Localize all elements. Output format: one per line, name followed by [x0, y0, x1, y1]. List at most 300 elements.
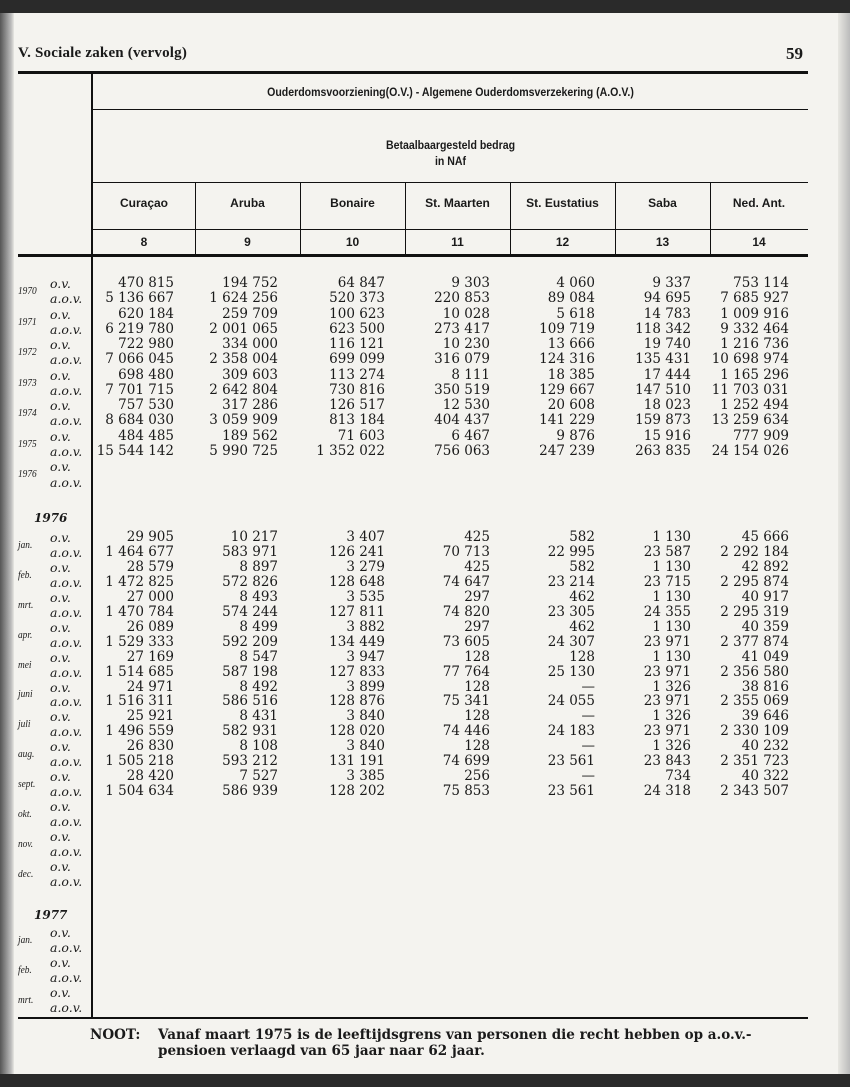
table-cell: 74 699 [442, 753, 490, 770]
table-cell: 462 [569, 618, 595, 635]
column-divider [615, 183, 616, 254]
row-type-label: a.o.v. [50, 443, 83, 459]
table-cell: 1 326 [652, 738, 691, 755]
header-bottom-thick-rule [18, 254, 808, 257]
row-group-label: nov. [18, 837, 34, 850]
row-group-label: jan. [18, 934, 33, 946]
table-cell: 8 492 [239, 678, 278, 695]
table-cell: 77 764 [442, 663, 490, 680]
table-cell: 698 480 [118, 366, 174, 383]
table-cell: 2 351 723 [720, 753, 789, 770]
column-header-label: Ned. Ant. [732, 196, 786, 210]
table-cell: 256 [464, 768, 490, 785]
table-cell: 3 535 [346, 588, 385, 605]
row-group-label: mrt. [18, 994, 34, 1006]
table-left-border [91, 74, 93, 1018]
table-cell: 470 815 [118, 275, 174, 291]
row-type-label: o.v. [50, 925, 71, 940]
table-cell: 3 407 [346, 529, 385, 545]
row-type-label: o.v. [50, 739, 71, 755]
table-cell: 425 [464, 558, 490, 575]
table-cell: 24 055 [547, 693, 595, 710]
column-divider [195, 183, 196, 254]
table-cell: 582 [569, 529, 595, 545]
table-cell: 11 703 031 [711, 381, 789, 398]
row-type-label: o.v. [50, 398, 71, 414]
table-cell: 583 971 [222, 543, 278, 560]
table-cell: 8 108 [239, 738, 278, 755]
table-cell: 7 066 045 [105, 351, 174, 368]
table-cell: 75 341 [442, 693, 490, 710]
column-divider [710, 183, 711, 254]
table-cell: 1 505 218 [105, 753, 174, 770]
table-cell: 3 899 [346, 678, 385, 695]
table-cell: 9 876 [556, 427, 595, 444]
row-type-label: a.o.v. [50, 413, 83, 429]
table-cell: 141 229 [539, 412, 595, 429]
table-cell: 189 562 [222, 427, 278, 444]
row-type-label: a.o.v. [50, 544, 83, 560]
table-subtitle-line1: Betaalbaargesteld bedrag [385, 138, 516, 152]
table-cell: 128 [464, 738, 490, 755]
row-type-label: a.o.v. [50, 814, 83, 830]
table-cell: 9 332 464 [720, 320, 789, 337]
note-line1: Vanaf maart 1975 is de leeftijdsgrens van personen die recht hebben op a.o.v.- [158, 1027, 752, 1043]
column-header-label: Saba [648, 196, 677, 210]
row-type-label: a.o.v. [50, 843, 83, 859]
table-cell: 425 [464, 529, 490, 545]
row-group-label: juli [18, 718, 31, 731]
title-rule [93, 109, 808, 110]
row-type-label: a.o.v. [50, 754, 83, 770]
table-cell: 1 514 685 [105, 663, 174, 680]
table-cell: 350 519 [434, 381, 490, 398]
column-number: 11 [451, 235, 464, 249]
table-cell: 75 853 [442, 783, 490, 800]
table-cell: 730 816 [329, 381, 385, 398]
table-cell: 273 417 [434, 320, 490, 337]
table-cell: 74 446 [442, 723, 490, 740]
table-cell: 23 587 [643, 543, 691, 560]
table-cell: 41 049 [741, 648, 789, 665]
table-cell: 147 510 [635, 381, 691, 398]
table-cell: 3 947 [346, 648, 385, 665]
table-cell: 1 352 022 [316, 442, 385, 459]
table-cell: — [581, 678, 595, 695]
table-cell: 26 830 [126, 738, 174, 755]
table-cell: 462 [569, 588, 595, 605]
table-cell: 194 752 [222, 275, 278, 291]
row-group-label: aug. [18, 748, 35, 761]
table-cell: 20 608 [547, 397, 595, 414]
table-cell: 12 530 [442, 397, 490, 414]
table-cell: 23 561 [547, 753, 595, 770]
row-type-label: a.o.v. [50, 873, 83, 889]
row-group-label: 1974 [18, 407, 37, 420]
note-label: NOOT: [90, 1027, 141, 1043]
table-cell: 126 517 [329, 397, 385, 414]
table-cell: 74 820 [442, 603, 490, 620]
table-cell: 247 239 [539, 442, 595, 459]
table-cell: 22 995 [547, 543, 595, 560]
table-cell: 2 377 874 [720, 633, 789, 650]
table-cell: 7 701 715 [105, 381, 174, 398]
column-number: 9 [244, 235, 251, 249]
table-cell: 40 917 [741, 588, 789, 605]
table-cell: 1 516 311 [105, 693, 174, 710]
column-header-label: St. Maarten [425, 196, 490, 210]
table-cell: 2 001 065 [209, 320, 278, 337]
table-cell: 9 337 [652, 275, 691, 291]
page-binding-shadow [0, 13, 14, 1074]
table-cell: 2 295 874 [720, 573, 789, 590]
table-cell: 6 219 780 [105, 320, 174, 337]
row-type-label: o.v. [50, 799, 71, 815]
table-subtitle-line2: in NAf [434, 154, 467, 168]
row-type-label: o.v. [50, 530, 71, 545]
page-number: 59 [786, 44, 803, 63]
table-cell: 42 892 [741, 558, 789, 575]
table-cell: 574 244 [222, 603, 278, 620]
column-divider [405, 183, 406, 254]
column-header-rule [93, 229, 808, 230]
row-type-label: o.v. [50, 985, 71, 1000]
row-group-label: 1970 [18, 285, 37, 298]
table-cell: 317 286 [222, 397, 278, 414]
row-type-label: a.o.v. [50, 382, 83, 398]
row-type-label: o.v. [50, 619, 71, 635]
table-cell: 15 916 [643, 427, 691, 444]
row-type-label: a.o.v. [50, 352, 83, 368]
table-cell: 128 020 [329, 723, 385, 740]
table-cell: 74 647 [442, 573, 490, 590]
table-cell: 8 499 [239, 618, 278, 635]
table-cell: 64 847 [337, 275, 385, 291]
row-group-label: juni [18, 688, 33, 701]
table-cell: 10 698 974 [711, 351, 789, 368]
row-group-label: 1973 [18, 376, 37, 389]
table-cell: 520 373 [329, 290, 385, 307]
table-cell: 3 882 [346, 618, 385, 635]
table-cell: 40 322 [741, 768, 789, 785]
table-cell: 39 646 [741, 708, 789, 725]
table-cell: 14 783 [643, 305, 691, 322]
table-cell: 135 431 [635, 351, 691, 368]
scan-top-border [0, 0, 850, 13]
row-type-label: a.o.v. [50, 724, 83, 740]
column-header-label: Curaçao [119, 196, 169, 210]
table-cell: 23 971 [643, 723, 691, 740]
table-cell: 128 [569, 648, 595, 665]
running-title: V. Sociale zaken (vervolg) [18, 45, 188, 61]
table-cell: 23 214 [547, 573, 595, 590]
table-cell: 128 [464, 648, 490, 665]
table-cell: 18 385 [547, 366, 595, 383]
table-cell: 699 099 [329, 351, 385, 368]
table-cell: 7 527 [239, 768, 278, 785]
table-cell: 13 259 634 [711, 412, 789, 429]
table-cell: 70 713 [442, 543, 490, 560]
table-cell: 2 358 004 [209, 351, 278, 368]
table-cell: 128 202 [329, 783, 385, 800]
table-cell: 129 667 [539, 381, 595, 398]
table-cell: 29 905 [126, 529, 174, 545]
subtitle-rule [93, 182, 808, 183]
row-type-label: o.v. [50, 459, 71, 475]
table-cell: 1 009 916 [720, 305, 789, 322]
table-cell: 1 472 825 [105, 573, 174, 590]
row-group-label: jan. [18, 538, 33, 551]
row-group-label: feb. [18, 964, 32, 976]
table-cell: 23 305 [547, 603, 595, 620]
table-cell: 118 342 [635, 320, 691, 337]
table-cell: 3 279 [346, 558, 385, 575]
table-bottom-rule [18, 1017, 808, 1019]
table-cell: 113 274 [329, 366, 385, 383]
table-cell: 1 130 [652, 588, 691, 605]
table-cell: 220 853 [434, 290, 490, 307]
table-cell: 109 719 [539, 320, 595, 337]
column-number: 10 [345, 235, 360, 249]
table-cell: 1 130 [652, 529, 691, 545]
table-cell: 100 623 [329, 305, 385, 322]
scan-bottom-border [0, 1074, 850, 1087]
table-cell: 26 089 [126, 618, 174, 635]
row-type-label: o.v. [50, 858, 71, 874]
column-divider [510, 183, 511, 254]
table-cell: 5 136 667 [105, 290, 174, 307]
table-cell: 586 516 [222, 693, 278, 710]
table-cell: 2 343 507 [720, 783, 789, 800]
table-cell: 124 316 [539, 351, 595, 368]
table-cell: 1 252 494 [720, 397, 789, 414]
table-cell: 71 603 [337, 427, 385, 444]
table-cell: 1 464 677 [105, 543, 174, 560]
table-cell: 28 420 [126, 768, 174, 785]
table-cell: 3 385 [346, 768, 385, 785]
page-edge-shadow [838, 13, 850, 1074]
table-cell: 38 816 [741, 678, 789, 695]
table-cell: 2 355 069 [720, 693, 789, 710]
table-cell: 128 648 [329, 573, 385, 590]
table-cell: 27 169 [126, 648, 174, 665]
row-group-label: mrt. [18, 598, 34, 611]
table-cell: 25 921 [126, 708, 174, 725]
table-cell: 572 826 [222, 573, 278, 590]
table-cell: 40 232 [741, 738, 789, 755]
column-number: 13 [655, 235, 670, 249]
row-type-label: o.v. [50, 428, 71, 444]
table-cell: 8 431 [239, 708, 278, 725]
row-type-label: a.o.v. [50, 1000, 83, 1015]
row-type-label: o.v. [50, 367, 71, 383]
table-cell: 159 873 [635, 412, 691, 429]
table-cell: 259 709 [222, 305, 278, 322]
table-cell: 3 059 909 [209, 412, 278, 429]
table-cell: 2 330 109 [720, 723, 789, 740]
row-type-label: o.v. [50, 306, 71, 322]
column-divider [300, 183, 301, 254]
column-number: 14 [752, 235, 766, 249]
table-cell: 127 811 [329, 603, 385, 620]
row-type-label: a.o.v. [50, 291, 83, 307]
table-cell: 1 130 [652, 618, 691, 635]
table-cell: 1 504 634 [105, 783, 174, 800]
table-cell: — [581, 768, 595, 785]
row-type-label: a.o.v. [50, 664, 83, 680]
table-cell: 24 307 [547, 633, 595, 650]
table-cell: 1 326 [652, 678, 691, 695]
table-cell: — [581, 708, 595, 725]
table-cell: 1 326 [652, 708, 691, 725]
table-cell: 10 028 [442, 305, 490, 322]
table-cell: 1 216 736 [720, 336, 789, 353]
column-header-label: St. Eustatius [526, 196, 599, 210]
column-header-label: Bonaire [330, 196, 375, 210]
table-cell: 1 130 [652, 558, 691, 575]
table-cell: 15 544 142 [96, 442, 174, 459]
table-cell: 6 467 [451, 427, 490, 444]
table-cell: 24 318 [643, 783, 691, 800]
table-cell: 1 529 333 [105, 633, 174, 650]
table-cell: 19 740 [643, 336, 691, 353]
table-cell: 777 909 [733, 427, 789, 444]
table-cell: 94 695 [643, 290, 691, 307]
row-group-label: feb. [18, 568, 32, 581]
table-cell: 334 000 [222, 336, 278, 353]
table-cell: 40 359 [741, 618, 789, 635]
table-cell: 45 666 [741, 529, 789, 545]
table-cell: 582 [569, 558, 595, 575]
row-type-label: a.o.v. [50, 694, 83, 710]
row-type-label: a.o.v. [50, 784, 83, 800]
table-cell: 27 000 [126, 588, 174, 605]
row-type-label: o.v. [50, 955, 71, 970]
table-cell: 1 496 559 [105, 723, 174, 740]
table-cell: 309 603 [222, 366, 278, 383]
table-cell: 593 212 [222, 753, 278, 770]
row-type-label: a.o.v. [50, 634, 83, 650]
table-cell: 1 165 296 [720, 366, 789, 383]
table-cell: 297 [464, 588, 490, 605]
table-cell: 8 493 [239, 588, 278, 605]
row-group-label: 1975 [18, 437, 37, 450]
row-type-label: o.v. [50, 559, 71, 575]
table-cell: 73 605 [442, 633, 490, 650]
table-cell: 2 356 580 [720, 663, 789, 680]
table-cell: 7 685 927 [720, 290, 789, 307]
table-cell: 484 485 [118, 427, 174, 444]
table-cell: 128 [464, 678, 490, 695]
table-cell: 24 154 026 [711, 442, 789, 459]
row-group-label: 1976 [18, 468, 37, 481]
table-cell: 5 990 725 [209, 442, 278, 459]
table-cell: 128 [464, 708, 490, 725]
row-type-label: o.v. [50, 709, 71, 725]
row-type-label: a.o.v. [50, 604, 83, 620]
note-line2: pensioen verlaagd van 65 jaar naar 62 jaar. [158, 1043, 485, 1059]
table-cell: 2 642 804 [209, 381, 278, 398]
table-cell: 1 130 [652, 648, 691, 665]
table-cell: 753 114 [733, 275, 789, 291]
table-cell: 587 198 [222, 663, 278, 680]
table-cell: 10 217 [230, 529, 278, 545]
row-type-label: o.v. [50, 589, 71, 605]
table-cell: 24 355 [643, 603, 691, 620]
row-group-label: dec. [18, 867, 34, 880]
table-cell: 5 618 [556, 305, 595, 322]
table-cell: 756 063 [434, 442, 490, 459]
table-cell: 23 843 [643, 753, 691, 770]
table-cell: — [581, 738, 595, 755]
table-cell: 18 023 [643, 397, 691, 414]
table-cell: 17 444 [643, 366, 691, 383]
table-cell: 3 840 [346, 738, 385, 755]
table-cell: 404 437 [434, 412, 490, 429]
table-cell: 623 500 [329, 320, 385, 337]
row-type-label: a.o.v. [50, 321, 83, 337]
table-cell: 8 547 [239, 648, 278, 665]
table-cell: 586 939 [222, 783, 278, 800]
table-cell: 297 [464, 618, 490, 635]
table-cell: 25 130 [547, 663, 595, 680]
row-type-label: o.v. [50, 337, 71, 353]
table-cell: 757 530 [118, 397, 174, 414]
row-group-label: mei [18, 658, 32, 671]
row-group-label: 1972 [18, 346, 37, 359]
table-cell: 128 876 [329, 693, 385, 710]
table-cell: 23 971 [643, 633, 691, 650]
row-type-label: a.o.v. [50, 970, 83, 985]
top-thick-rule [18, 71, 808, 74]
section-heading: 1977 [34, 908, 68, 922]
table-cell: 2 295 319 [720, 603, 789, 620]
row-type-label: a.o.v. [50, 940, 83, 955]
table-cell: 316 079 [434, 351, 490, 368]
row-group-label: apr. [18, 628, 33, 641]
table-cell: 131 191 [329, 753, 385, 770]
row-group-label: okt. [18, 808, 32, 821]
table-cell: 28 579 [126, 558, 174, 575]
column-number: 8 [140, 235, 148, 249]
table-cell: 134 449 [329, 633, 385, 650]
table-cell: 126 241 [329, 543, 385, 560]
table-cell: 263 835 [635, 442, 691, 459]
row-type-label: o.v. [50, 829, 71, 844]
row-group-label: sept. [18, 778, 36, 791]
column-header-label: Aruba [230, 196, 265, 210]
table-cell: 89 084 [547, 290, 595, 307]
row-type-label: o.v. [50, 769, 71, 785]
table-cell: 2 292 184 [720, 543, 789, 560]
table-cell: 24 971 [126, 678, 174, 695]
table-cell: 3 840 [346, 708, 385, 725]
table-title: Ouderdomsvoorziening(O.V.) - Algemene Ouderdomsverzekering (A.O.V.) [267, 85, 634, 99]
row-type-label: o.v. [50, 276, 71, 291]
table-cell: 582 931 [222, 723, 278, 740]
section-heading: 1976 [34, 511, 68, 525]
table-cell: 4 060 [556, 275, 595, 291]
table-cell: 24 183 [547, 723, 595, 740]
table-cell: 23 715 [643, 573, 691, 590]
table-cell: 8 897 [239, 558, 278, 575]
table-cell: 1 624 256 [209, 290, 278, 307]
table-cell: 620 184 [118, 305, 174, 322]
column-number: 12 [555, 235, 570, 249]
table-cell: 23 561 [547, 783, 595, 800]
table-cell: 23 971 [643, 693, 691, 710]
table-cell: 116 121 [329, 336, 385, 353]
